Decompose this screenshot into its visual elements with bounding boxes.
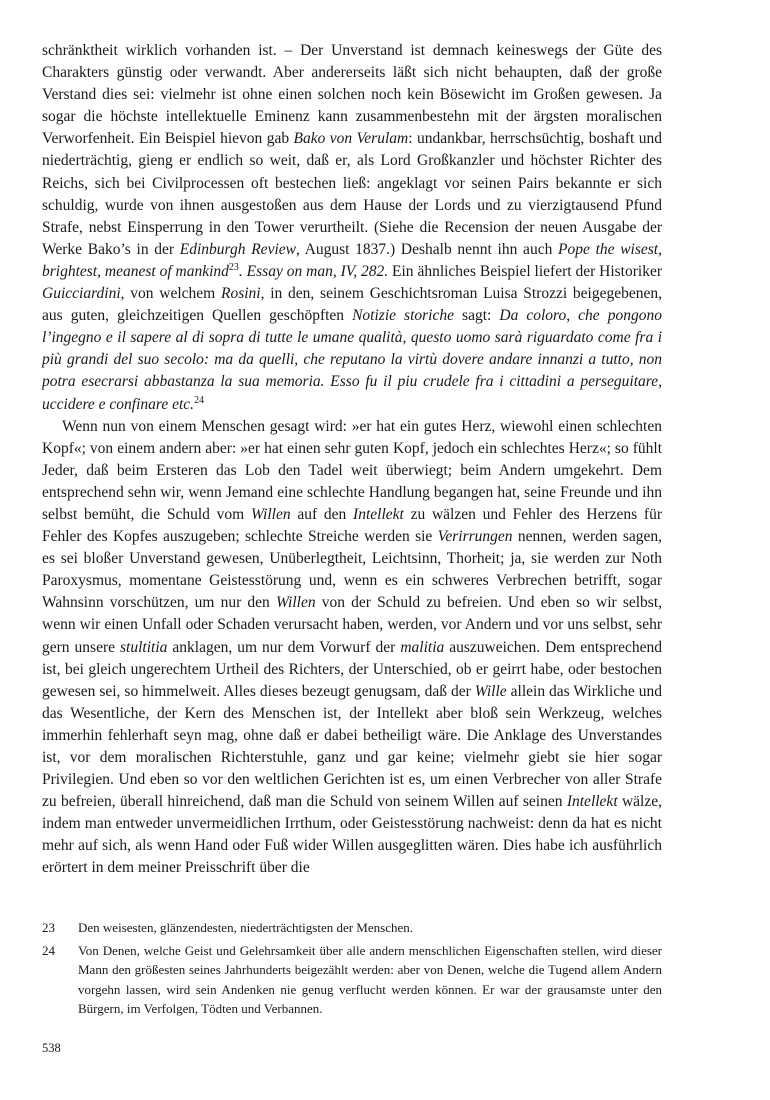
text-run: wälze, indem man entweder unvermeidlichen Irrthum, oder Geistesstörung nachweist: denn da hat es nicht mehr auf sich, als wenn Hand oder Fuß wider Willen ausgeglitten wären. Dies habe ich ausführlich erörtert in dem meiner Preisschrift über die: [42, 793, 662, 877]
italic-run: Intellekt: [353, 505, 404, 523]
text-run: allein das Wirkliche und das Wesentliche, der Kern des Menschen ist, der Intellekt aber bloß sein Werkzeug, welches immerhin fehlerhaft seyn mag, ohne daß er dabei betheiligt wäre. Die Anklage des Unverstandes ist, vor dem moralischen Richterstuhle, ganz und gar keine; vielmehr giebt sie hier sogar Privilegien. Und eben so vor den weltlichen Gerichten ist es, um einen Verbrecher von aller Strafe zu befreien, überall hinreichend, daß man die Schuld von seinem Willen auf seinen: [42, 682, 662, 811]
paragraph-2: [42, 416, 662, 880]
footnote-24: [42, 941, 662, 1018]
italic-run: Verirrungen: [437, 528, 513, 546]
italic-run: Da coloro, che pongono l’ingegno e il sapere al di sopra di tutte le umane qualità, questo uomo sarà riguardato come fra i più grandi del suo secolo: ma da quelli, che reputano la virtù dovere andare innanzi a tutto, non potra esecrarsi abbastanza la sua memoria. Esso fu il piu crudele fra i cittadini a perseguitare, uccidere e confinare etc.: [42, 307, 662, 413]
italic-run: Wille: [474, 682, 507, 700]
footnote-ref: 23: [228, 261, 239, 273]
footnotes: [42, 918, 662, 1022]
footnote-text: Den weisesten, glänzendesten, niederträchtigsten der Menschen.: [78, 920, 413, 935]
italic-run: Bako von Verulam: [293, 130, 409, 148]
body-text: [42, 40, 662, 880]
page-number: 538: [42, 1041, 61, 1055]
footnote-number: 24: [42, 943, 55, 959]
text-run: zu wälzen und Fehler des Herzens für Fehler des Kopfes auszugeben; schlechte Streiche werden sie: [42, 505, 662, 546]
italic-run: . Essay on man, IV, 282.: [238, 262, 389, 280]
text-run: auf den: [290, 505, 354, 523]
page-body: [42, 40, 662, 880]
italic-run: Guicciardini: [42, 285, 121, 303]
text-run: auszuweichen. Dem entsprechend ist, bei gleich ungerechtem Urtheil des Richters, der Unterschied, ob er geirrt habe, oder bestochen gewesen sei, so himmelweit. Alles dieses bezeugt genugsam, daß der: [42, 638, 662, 700]
footnote-text: Von Denen, welche Geist und Gelehrsamkeit über alle andern menschlichen Eigenschaften stellen, wird dieser Mann den größesten seines Jahrhunderts beigezählt werden: aber von Denen, welche die Tugend allem Andern vorgehn lassen, wird sein Andenken nie genug verflucht werden können. Er war der grausamste unter den Bürgern, im Verfolgen, Tödten und Verbannen.: [78, 943, 662, 1016]
text-run: Ein ähnliches Beispiel liefert der Historiker: [388, 262, 662, 280]
italic-run: Willen: [275, 594, 316, 612]
text-run: , August 1837.) Deshalb nennt ihn auch: [295, 240, 559, 258]
text-run: , in den, seinem Geschichtsroman Luisa Strozzi beigegebenen, aus guten, gleichzeitigen Quellen geschöpften: [42, 285, 662, 325]
text-run: : undankbar, herrschsüchtig, boshaft und niederträchtig, gieng er endlich so weit, daß er, als Lord Großkanzler und höchster Richter des Reichs, sich bei Civilprocessen oft bestechen ließ: angeklagt vor seinen Pairs bekannte er sich schuldig, wurde von ihnen ausgestoßen aus dem Hause der Lords und zu vierzigtausend Pfund Strafe, nebst Einsperrung in den Tower verurtheilt. (Siehe die Recension der neuen Ausgabe der Werke Bako’s in der: [42, 130, 662, 258]
paragraph-1: [42, 40, 662, 416]
footnote-ref: 24: [194, 394, 205, 406]
text-run: Wenn nun von einem Menschen gesagt wird: »er hat ein gutes Herz, wiewohl einen schlechten Kopf«; von einem andern aber: »er hat einen sehr guten Kopf, jedoch ein schlechtes Herz«; so fühlt Jeder, daß beim Ersteren das Lob den Tadel weit überwiegt; beim Andern umgekehrt. Dem entsprechend sehn wir, wenn Jemand eine schlechte Handlung begangen hat, seine Freunde und ihn selbst bemüht, die Schuld vom: [42, 417, 662, 523]
italic-run: malitia: [400, 638, 445, 656]
italic-run: Intellekt: [566, 793, 618, 811]
text-run: sagt:: [454, 307, 500, 325]
italic-run: Pope the wisest, brightest, meanest of mankind: [42, 240, 662, 280]
text-run: von der Schuld zu befreien. Und eben so wir selbst, wenn wir einen Unfall oder Schaden verursacht haben, werden, vor Andern und vor uns selbst, sehr gern unsere: [42, 594, 663, 656]
italic-run: Notizie storiche: [352, 307, 454, 325]
text-run: nennen, werden sagen, es sei bloßer Unverstand gewesen, Unüberlegtheit, Leichtsinn, Thorheit; ja, sie werden zur Noth Paroxysmus, momentane Geistesstörung und, wenn es ein schweres Verbrechen betrifft, sogar Wahnsinn vorschützen, um nur den: [42, 528, 662, 612]
text-run: anklagen, um nur dem Vorwurf der: [167, 638, 401, 656]
italic-run: Rosini: [220, 285, 261, 303]
text-run: , von welchem: [120, 285, 221, 303]
italic-run: Edinburgh Review: [179, 240, 296, 258]
footnote-23: [42, 918, 662, 937]
text-run: schränktheit wirklich vorhanden ist. – Der Unverstand ist demnach keineswegs der Güte des Charakters günstig oder verwandt. Aber andererseits läßt sich nicht behaupten, daß der große Verstand dies sei: vielmehr ist ohne einen solchen noch kein Bösewicht im Großen gewesen. Ja sogar die höchste intellektuelle Eminenz kann zusammenbestehn mit der ärgsten moralischen Verworfenheit. Ein Beispiel hievon gab: [42, 42, 662, 148]
italic-run: Willen: [251, 505, 291, 523]
footnote-number: 23: [42, 920, 55, 935]
italic-run: stultitia: [120, 638, 168, 656]
